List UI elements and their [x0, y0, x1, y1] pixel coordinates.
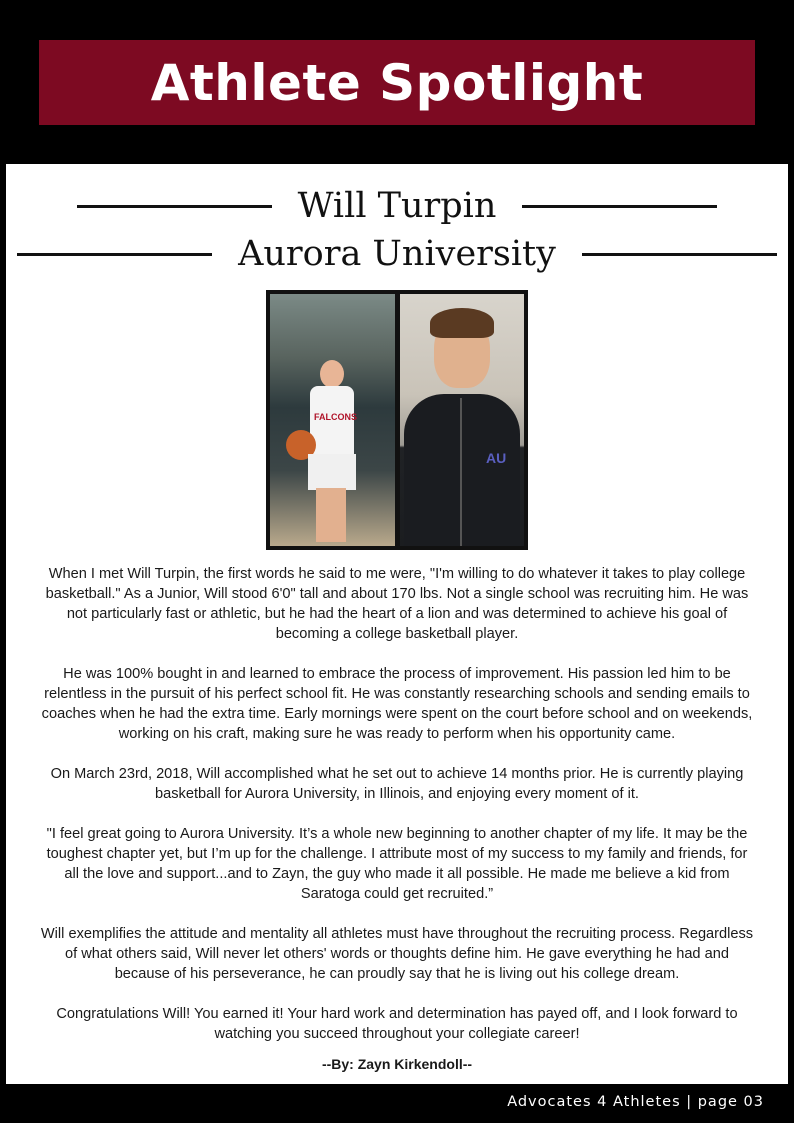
athlete-school-row — [6, 232, 788, 276]
article-paragraph: He was 100% bought in and learned to embrace the process of improvement. His passion led him to be relentless in the pursuit of his perfect school fit. He was constantly researching schools and sending emails to coaches when he had the extra time. Early mornings were spent on the court before school and on weekends, working on his craft, making sure he was ready to perform when his opportunity came. — [41, 666, 753, 742]
divider-right — [582, 253, 777, 256]
portrait-photo — [400, 294, 524, 546]
player-shorts — [308, 454, 356, 490]
article-body — [38, 564, 756, 1064]
article-paragraph: On March 23rd, 2018, Will accomplished what he set out to achieve 14 months prior. He is currently playing basketball for Aurora University, in Illinois, and enjoying every moment of it. — [50, 766, 744, 802]
article-paragraph: When I met Will Turpin, the first words he said to me were, "I'm willing to do whatever it takes to play college basketball." As a Junior, Will stood 6'0" tall and about 170 lbs. Not a single school was recruiting him. He was not particularly fast or athletic, but he had the heart of a lion and was determined to achieve his goal of becoming a college basketball player. — [45, 566, 749, 642]
jersey-text: FALCONS — [314, 412, 358, 422]
article-byline: --By: Zayn Kirkendoll-- — [321, 1056, 473, 1072]
divider-right — [522, 205, 717, 208]
action-photo — [270, 294, 395, 546]
content-panel — [6, 164, 788, 1084]
page-footer: Advocates 4 Athletes | page 03 — [507, 1094, 764, 1110]
article-paragraph: Congratulations Will! You earned it! Your hard work and determination has payed off, and I look forward to watching you succeed throughout your collegiate career! — [56, 1006, 738, 1042]
athlete-school: Aurora University — [238, 234, 556, 274]
article-paragraph: "I feel great going to Aurora University. It’s a whole new beginning to another chapter of my life. It may be the toughest chapter yet, but I’m up for the challenge. I attribute most of my success to my family and friends, for all the love and support...and to Zayn, the guy who made it all possible. He made me believe a kid from Saratoga could get recruited.” — [46, 826, 748, 902]
article-paragraph: Will exemplifies the attitude and mentality all athletes must have throughout the recruiting process. Regardless of what others said, Will never let others' words or thoughts define him. He gave everything he had and because of his perseverance, he can proudly say that he is living out his college dream. — [40, 926, 754, 982]
divider-left — [17, 253, 212, 256]
player-head — [320, 360, 344, 388]
athlete-name: Will Turpin — [297, 186, 497, 226]
athlete-photo-collage — [266, 290, 528, 550]
portrait-jacket — [404, 394, 520, 546]
header-banner — [39, 40, 755, 125]
player-legs — [316, 488, 346, 542]
jacket-zipper — [460, 398, 462, 546]
university-logo: AU — [486, 450, 507, 466]
portrait-hair — [430, 308, 494, 338]
page-title: Athlete Spotlight — [150, 53, 644, 112]
divider-left — [77, 205, 272, 208]
athlete-name-row — [6, 184, 788, 228]
